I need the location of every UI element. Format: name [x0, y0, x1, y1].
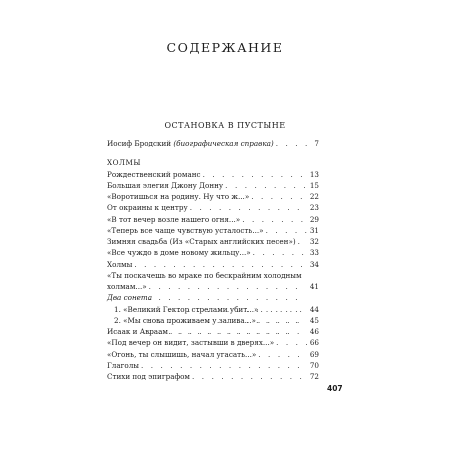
toc-entry: Большая элегия Джону Донну . . . 15	[107, 180, 319, 191]
toc-entry: Рождественский романс . . . 13	[107, 169, 319, 180]
toc-page: 32	[309, 237, 319, 246]
leader-dots	[242, 214, 307, 225]
toc-page: 29	[309, 214, 319, 224]
leader-dots	[276, 138, 307, 149]
toc-entry-sonnet: 2. «Мы снова проживаем у залива...» . . . 45	[107, 315, 319, 326]
toc-page: 22	[309, 192, 319, 201]
leader-dots	[251, 191, 307, 202]
bio-author: Иосиф Бродский	[107, 139, 174, 148]
group-heading: ХОЛМЫ	[107, 158, 141, 168]
toc-entry: «Воротишься на родину. Ну что ж...» . . . 22	[107, 191, 319, 202]
toc-page: 7	[314, 139, 319, 148]
toc-entry: Глаголы . . . 70	[107, 360, 319, 371]
page-number: 407	[327, 384, 343, 393]
toc-page: 31	[309, 225, 319, 235]
leader-dots	[190, 202, 307, 213]
toc-entry: «Под вечер он видит, застывши в дверях...» . . . 66	[107, 337, 319, 348]
leader-dots	[134, 259, 307, 270]
toc-page: 44	[309, 304, 319, 314]
toc-page: 45	[309, 315, 319, 325]
toc-page: 33	[309, 248, 319, 258]
leader-dots	[203, 169, 307, 180]
toc-entry-sonnet: 1. «Великий Гектор стрелами убит...» . . . 44	[107, 304, 319, 315]
toc-page: 69	[309, 349, 319, 359]
leader-dots	[260, 304, 307, 315]
leader-dots	[192, 371, 307, 382]
leader-dots	[258, 315, 307, 326]
toc-list	[107, 133, 319, 382]
toc-page: 72	[309, 372, 319, 381]
leader-dots	[141, 360, 307, 371]
section-title: ОСТАНОВКА В ПУСТЫНЕ	[164, 121, 286, 130]
toc-page: 41	[309, 282, 319, 291]
toc-entry: Исаак и Авраам . . . 46	[107, 326, 319, 337]
toc-entry-long	[107, 270, 319, 293]
leader-dots	[276, 337, 307, 348]
toc-entry: От окраины к центру . . . 23	[107, 202, 319, 213]
leader-dots	[225, 180, 307, 191]
toc-page: 15	[309, 180, 319, 190]
toc-page: 46	[309, 327, 319, 336]
leader-dots	[253, 247, 307, 258]
toc-page: 23	[309, 203, 319, 213]
toc-entry: Холмы . . . 34	[107, 259, 319, 270]
toc-entry: Зимняя свадьба (Из «Старых английских песен») . . . 32	[107, 236, 319, 247]
toc-entry: «Все чуждо в доме новому жильцу...» . . . 33	[107, 247, 319, 258]
leader-dots	[170, 326, 307, 337]
sonnets-heading: Два сонета	[107, 293, 153, 303]
leader-dots	[258, 349, 307, 360]
toc-page: 66	[309, 338, 319, 348]
toc-entry: «В тот вечер возле нашего огня...» . . . 29	[107, 214, 319, 225]
leader-dots	[298, 236, 307, 247]
toc-entry: «Огонь, ты слышишь, начал угасать...» . . . 69	[107, 349, 319, 360]
toc-page: 34	[309, 259, 319, 269]
toc-page: 70	[309, 360, 319, 370]
bio-note: (биографическая справка)	[173, 139, 274, 148]
toc-entry-line1: «Ты поскачешь во мраке по бескрайним холодным	[107, 270, 302, 280]
leader-dots	[266, 225, 307, 236]
toc-entry-line2: холмам...»	[107, 282, 147, 291]
toc-entry-bio	[107, 138, 319, 149]
contents-title: СОДЕРЖАНИЕ	[166, 40, 284, 55]
toc-entry: «Теперь все чаще чувствую усталость...» . . . 31	[107, 225, 319, 236]
toc-page: 13	[309, 169, 319, 179]
toc-entry: Стихи под эпиграфом . . . 72	[107, 371, 319, 382]
